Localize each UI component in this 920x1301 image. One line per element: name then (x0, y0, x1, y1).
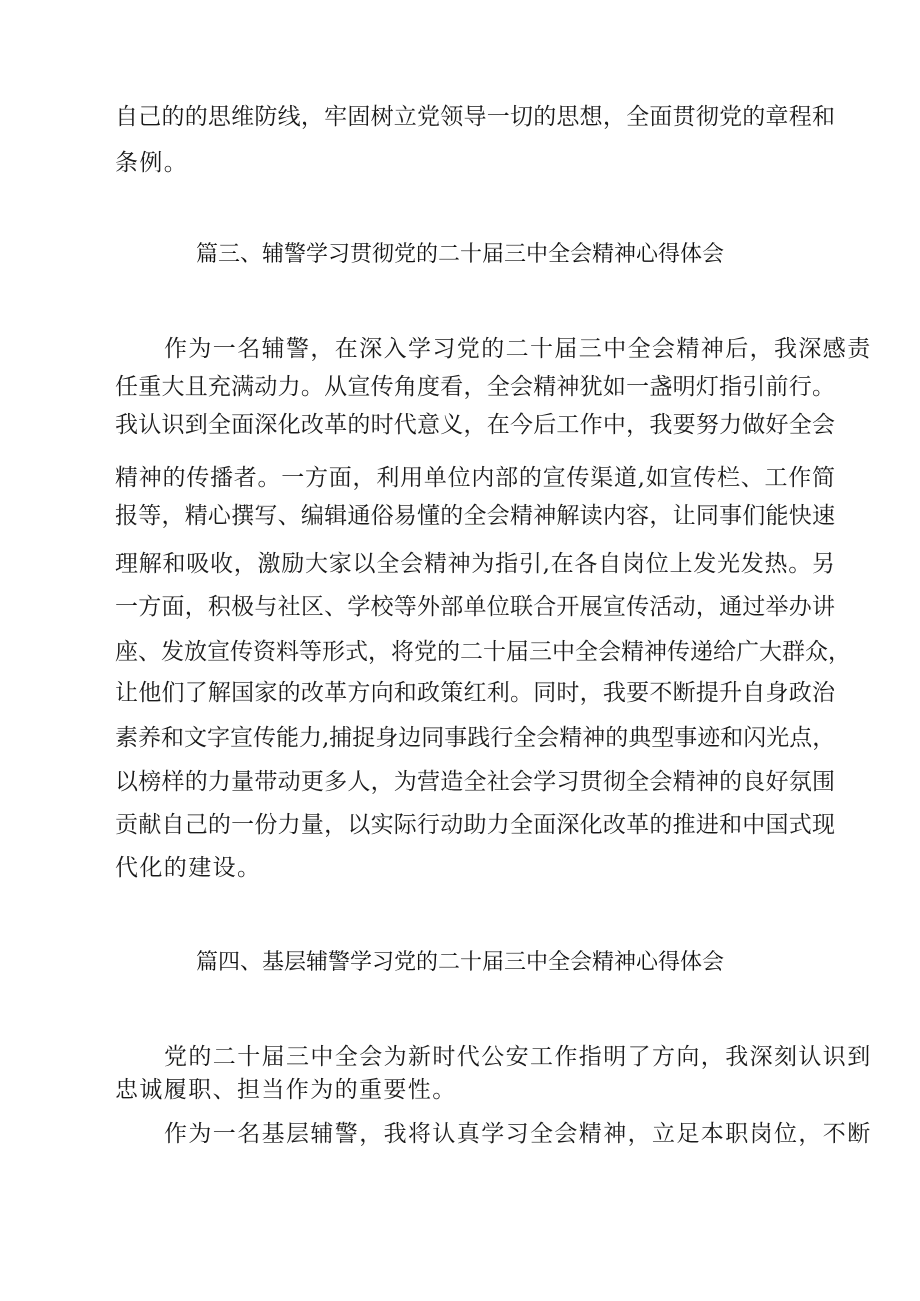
section-heading-4: 篇四、基层辅警学习党的二十届三中全会精神心得体会 (195, 950, 724, 975)
paragraph-line: 自己的的思维防线，牢固树立党领导一切的思想，全面贯彻党的章程和 (115, 104, 835, 130)
paragraph-line: 作为一名基层辅警，我将认真学习全会精神，立足本职岗位，不断 (164, 1121, 872, 1147)
section-heading-3: 篇三、辅警学习贯彻党的二十届三中全会精神心得体会 (195, 242, 724, 267)
paragraph-line: 精神的传播者。一方面，利用单位内部的宣传渠道,如宣传栏、工作简 (115, 465, 835, 491)
paragraph-line: 条例。 (115, 150, 189, 176)
paragraph-line: 作为一名辅警，在深入学习党的二十届三中全会精神后，我深感责 (164, 336, 872, 362)
paragraph-line: 一方面，积极与社区、学校等外部单位联合开展宣传活动，通过举办讲 (115, 594, 835, 620)
paragraph-line: 理解和吸收，激励大家以全会精神为指引,在各自岗位上发光发热。另 (115, 551, 835, 577)
paragraph-line: 素养和文字宣传能力,捕捉身边同事践行全会精神的典型事迹和闪光点， (115, 725, 836, 751)
paragraph-line: 我认识到全面深化改革的时代意义，在今后工作中，我要努力做好全会 (115, 412, 835, 438)
paragraph-line: 忠诚履职、担当作为的重要性。 (115, 1077, 457, 1103)
paragraph-line: 党的二十届三中全会为新时代公安工作指明了方向，我深刻认识到 (164, 1044, 872, 1070)
paragraph-line: 贡献自己的一份力量，以实际行动助力全面深化改革的推进和中国式现 (115, 812, 835, 838)
paragraph-line: 以榜样的力量带动更多人，为营造全社会学习贯彻全会精神的良好氛围 (115, 769, 835, 795)
paragraph-line: 任重大且充满动力。从宣传角度看，全会精神犹如一盏明灯指引前行。 (115, 374, 835, 400)
paragraph-line: 座、发放宣传资料等形式，将党的二十届三中全会精神传递给广大群众， (115, 639, 851, 665)
paragraph-line: 报等，精心撰写、编辑通俗易懂的全会精神解读内容，让同事们能快速 (115, 503, 835, 529)
paragraph-line: 让他们了解国家的改革方向和政策红利。同时，我要不断提升自身政治 (115, 680, 835, 706)
paragraph-line: 代化的建设。 (115, 855, 262, 881)
